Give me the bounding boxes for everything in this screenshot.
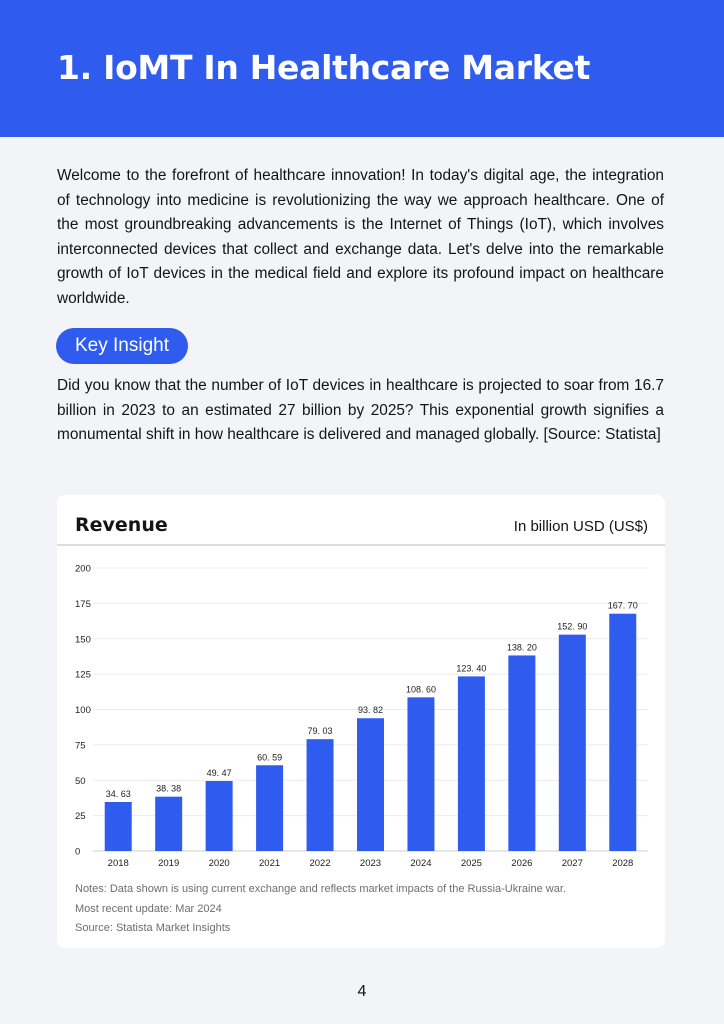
revenue-chart-card (57, 495, 665, 948)
x-tick-label: 2027 (561, 858, 583, 869)
x-tick-label: 2028 (612, 858, 634, 869)
bar-value-label: 38. 38 (156, 783, 182, 794)
bar (559, 635, 586, 851)
x-tick-label: 2019 (158, 858, 180, 869)
bar-value-label: 138. 20 (506, 642, 537, 653)
y-tick-label: 25 (75, 811, 86, 823)
bar-value-label: 167. 70 (607, 600, 638, 611)
key-insight-text: Did you know that the number of IoT devices in healthcare is projected to soar from 16.7 billion in 2023 to an estimated 27 billion by 2025? This exponential growth signifies a monumental shift in how healthcare is delivered and managed globally. [Source: Statista] (57, 377, 664, 444)
x-tick-label: 2021 (259, 858, 281, 869)
page-number: 4 (357, 983, 367, 1000)
x-tick-label: 2022 (309, 858, 331, 869)
x-tick-label: 2018 (107, 858, 129, 869)
x-tick-label: 2025 (460, 858, 482, 869)
bar (105, 802, 132, 851)
bar-value-label: 152. 90 (557, 621, 588, 632)
bar (407, 697, 434, 851)
y-tick-label: 75 (75, 740, 86, 752)
bar (307, 739, 334, 851)
chart-update-text: Most recent update: Mar 2024 (75, 902, 222, 915)
y-tick-label: 200 (75, 563, 91, 575)
bar (508, 655, 535, 851)
x-tick-label: 2026 (511, 858, 533, 869)
x-tick-label: 2020 (208, 858, 230, 869)
page-title: 1. IoMT In Healthcare Market (57, 48, 591, 87)
bar (458, 676, 485, 851)
key-insight-badge: Key Insight (56, 328, 188, 364)
y-tick-label: 100 (75, 705, 91, 716)
x-tick-label: 2023 (359, 858, 382, 869)
y-tick-label: 125 (75, 669, 91, 681)
bar-value-label: 93. 82 (357, 705, 384, 716)
bar (206, 781, 233, 851)
chart-source-text: Source: Statista Market Insights (75, 922, 231, 934)
chart-unit-label: In billion USD (US$) (513, 518, 648, 535)
bar (155, 797, 182, 851)
bar-value-label: 60. 59 (257, 752, 283, 763)
chart-title: Revenue (75, 514, 168, 536)
bar-value-label: 79. 03 (307, 726, 333, 737)
y-tick-label: 150 (75, 634, 91, 646)
bar-value-label: 49. 47 (206, 767, 232, 778)
y-tick-label: 175 (75, 598, 91, 610)
page-header (0, 0, 724, 137)
bar (609, 614, 636, 851)
bar-value-label: 123. 40 (456, 663, 487, 674)
intro-paragraph: Welcome to the forefront of healthcare innovation! In today's digital age, the integration of technology into medicine is revolutionizing the way we approach healthcare. One of the most groundbreaking advancements is the Internet of Things (IoT), which involves interconnected devices that collect and exchange data. Let's delve into the remarkable growth of IoT devices in the medical field and explore its profound impact on healthcare worldwide. (57, 167, 664, 307)
y-tick-label: 0 (75, 846, 81, 858)
chart-note-text: Notes: Data shown is using current exchange and reflects market impacts of the Russia-Ukraine war. (75, 883, 566, 895)
bar (357, 718, 384, 851)
revenue-bar-chart (57, 495, 665, 875)
bar (256, 765, 283, 851)
chart-notes (75, 880, 566, 939)
y-tick-label: 50 (75, 775, 86, 787)
x-tick-label: 2024 (410, 858, 432, 869)
bar-value-label: 34. 63 (105, 788, 131, 799)
bar-value-label: 108. 60 (405, 684, 436, 695)
